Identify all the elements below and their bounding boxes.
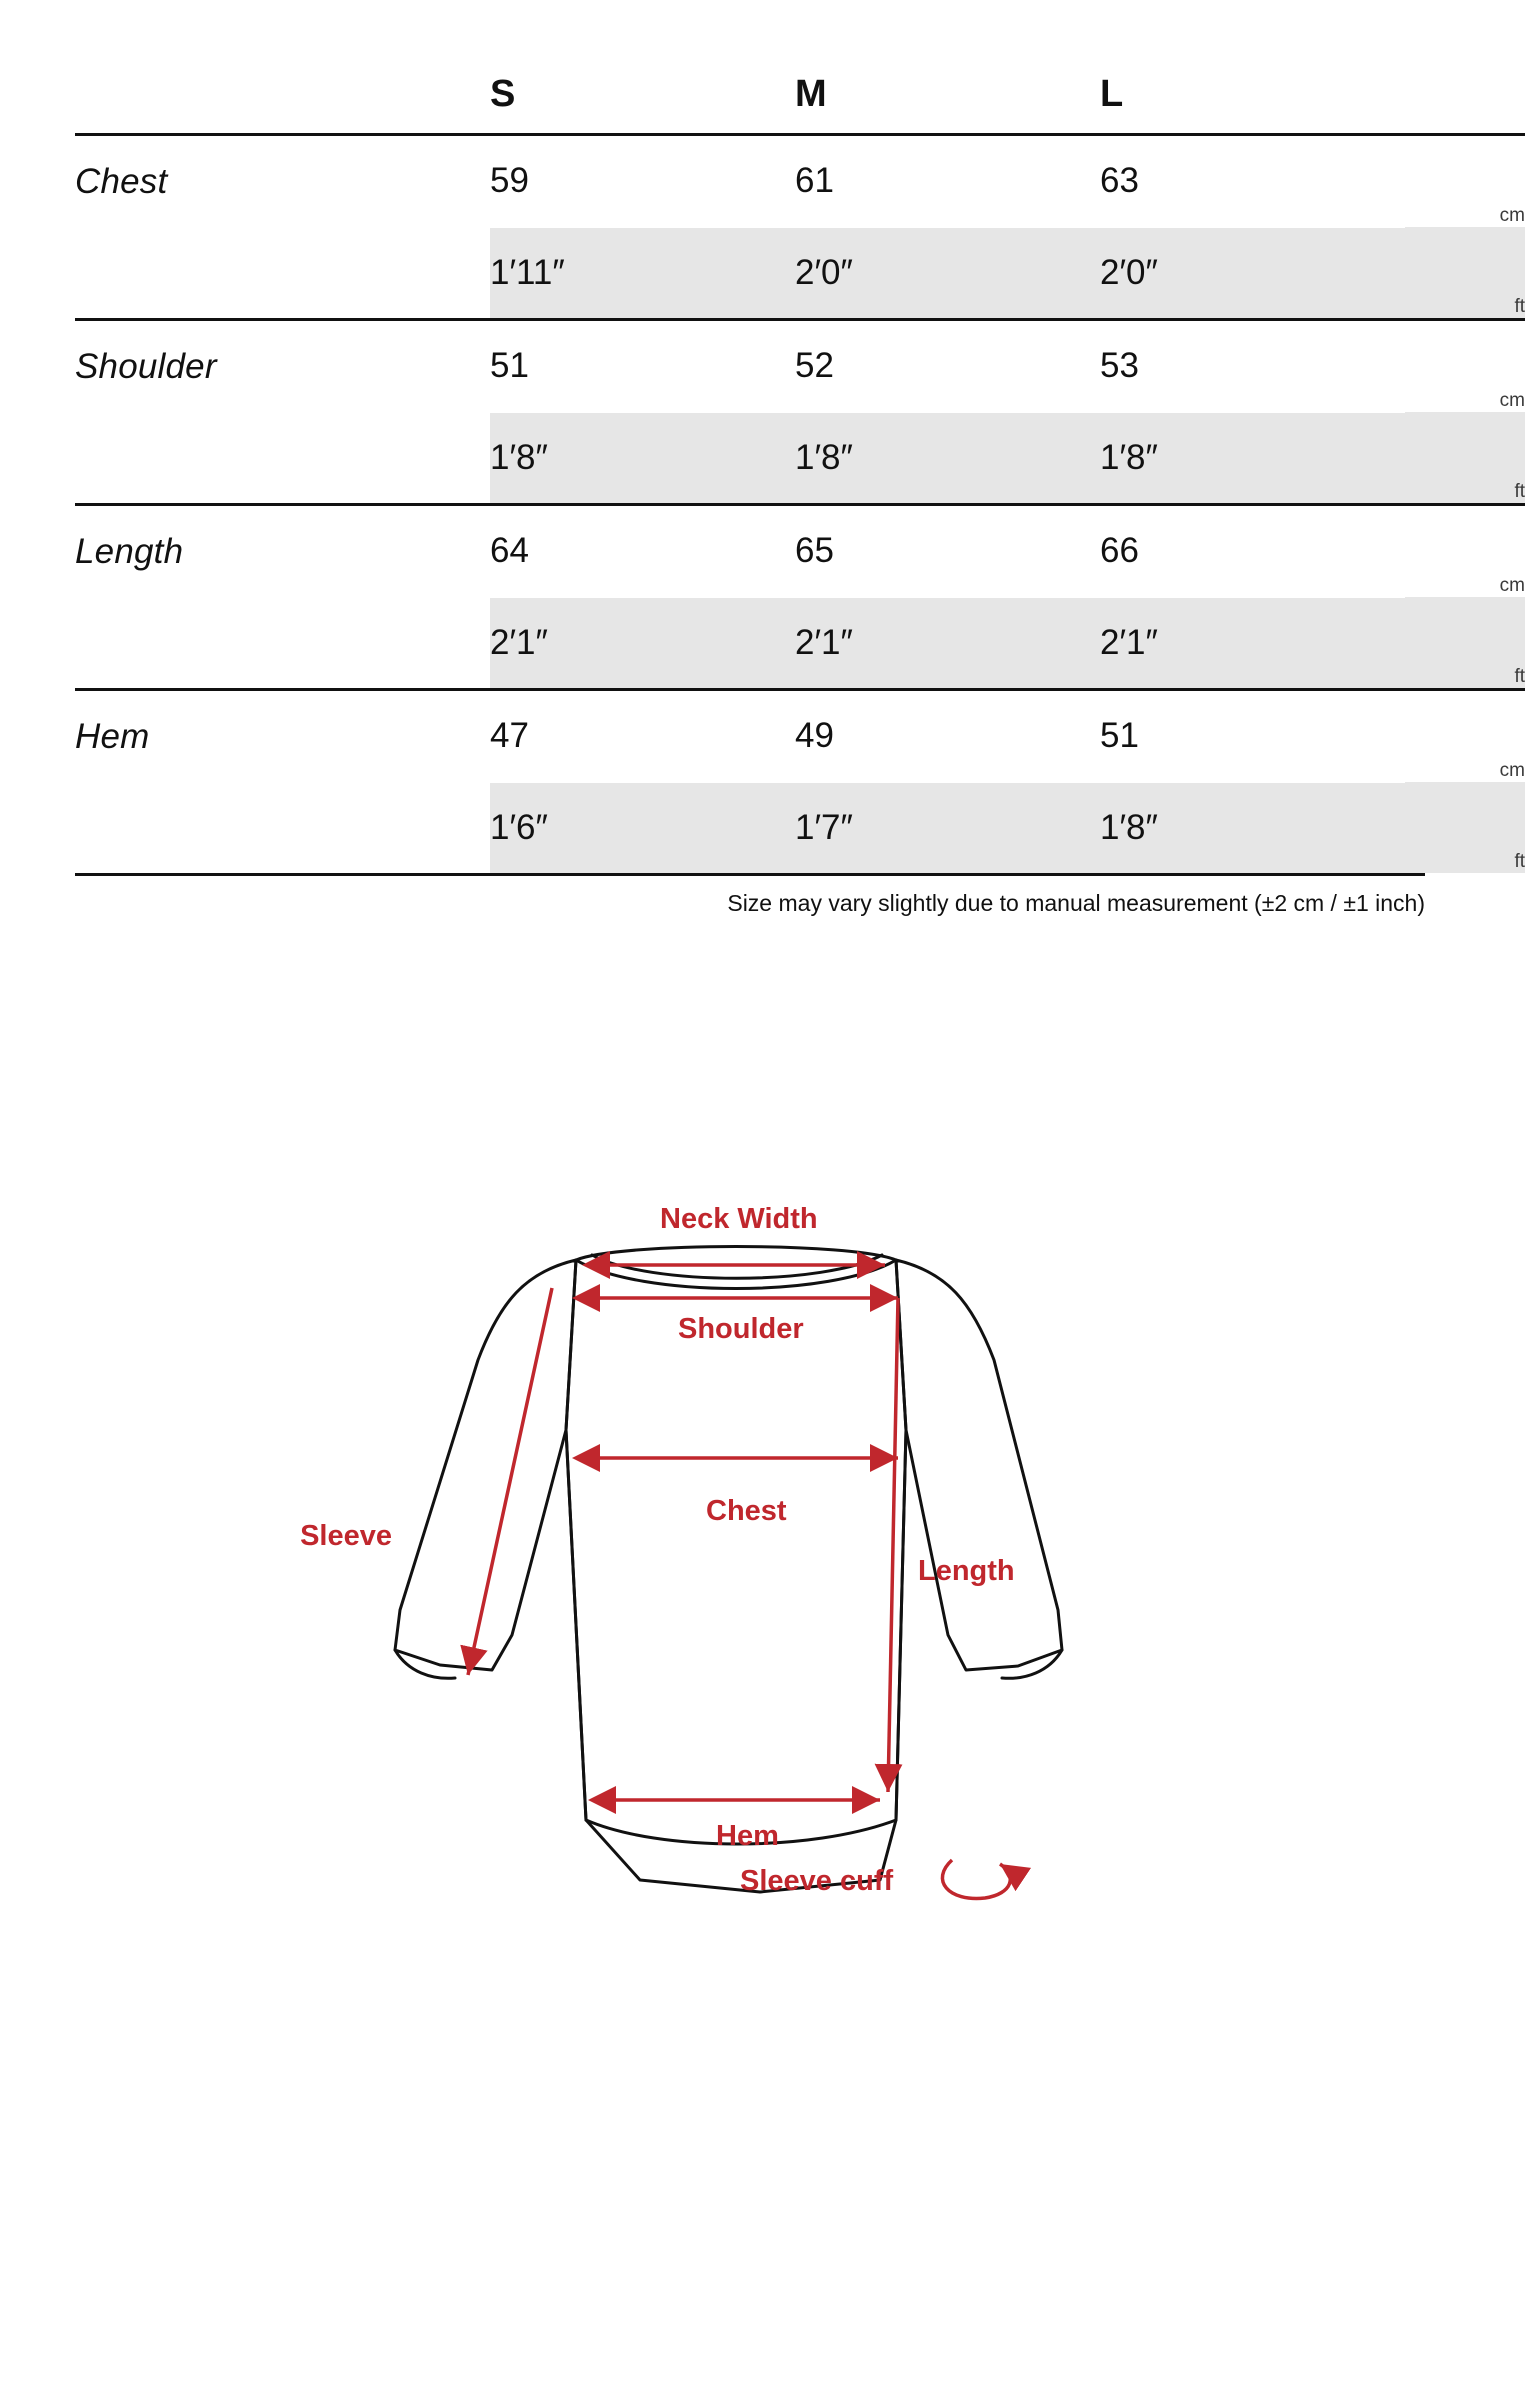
length-ft-s: 2′1″ [490,597,795,690]
length-ft-unit: ft [1405,597,1525,690]
label-shoulder: Shoulder [678,1313,804,1345]
table-header-row [75,55,1525,135]
hem-ft-l: 1′8″ [1100,782,1405,873]
hem-cm-l: 51 [1100,690,1405,783]
chest-ft-m: 2′0″ [795,227,1100,320]
shoulder-ft-l: 1′8″ [1100,412,1405,505]
shoulder-ft-unit: ft [1405,412,1525,505]
chest-cm-l: 63 [1100,135,1405,228]
row-label-chest-ft [75,227,490,320]
chest-ft-unit: ft [1405,227,1525,320]
chest-ft-s: 1′11″ [490,227,795,320]
row-label-chest: Chest [75,135,490,228]
length-cm-m: 65 [795,505,1100,598]
header-measurement [75,55,490,135]
shoulder-cm-l: 53 [1100,320,1405,413]
row-label-hem: Hem [75,690,490,783]
table-row [75,505,1525,598]
hem-cm-s: 47 [490,690,795,783]
hem-ft-unit: ft [1405,782,1525,873]
label-chest: Chest [706,1495,787,1527]
hem-ft-s: 1′6″ [490,782,795,873]
label-sleeve-cuff: Sleeve cuff [740,1865,894,1897]
sleeve-arrow [468,1288,552,1675]
chest-cm-s: 59 [490,135,795,228]
table-row [75,320,1525,413]
table-bottom-divider [75,873,1425,876]
length-cm-l: 66 [1100,505,1405,598]
table-row [75,227,1525,320]
hem-ft-m: 1′7″ [795,782,1100,873]
row-label-length-ft [75,597,490,690]
label-neck-width: Neck Width [660,1203,818,1235]
chest-ft-l: 2′0″ [1100,227,1405,320]
table-row [75,597,1525,690]
size-chart-table [75,55,1525,873]
chest-cm-m: 61 [795,135,1100,228]
row-label-hem-ft [75,782,490,873]
table-row [75,782,1525,873]
hem-cm-m: 49 [795,690,1100,783]
header-size-m: M [795,72,827,115]
sleeve-cuff-arrow [942,1860,1010,1898]
length-cm-s: 64 [490,505,795,598]
length-ft-l: 2′1″ [1100,597,1405,690]
table-row [75,135,1525,228]
length-cm-unit: cm [1405,505,1525,598]
header-unit [1405,55,1525,135]
row-label-shoulder: Shoulder [75,320,490,413]
label-sleeve: Sleeve [300,1520,392,1552]
shoulder-cm-unit: cm [1405,320,1525,413]
table-row [75,690,1525,783]
table-row [75,412,1525,505]
shoulder-ft-m: 1′8″ [795,412,1100,505]
length-arrow [888,1298,898,1792]
chest-cm-unit: cm [1405,135,1525,228]
label-hem: Hem [716,1820,779,1852]
row-label-length: Length [75,505,490,598]
shoulder-cm-m: 52 [795,320,1100,413]
measurement-note: Size may vary slightly due to manual measurement (±2 cm / ±1 inch) [727,890,1425,916]
size-chart [75,55,1525,876]
header-size-l: L [1100,72,1124,115]
hem-cm-unit: cm [1405,690,1525,783]
header-size-s: S [490,72,516,115]
length-ft-m: 2′1″ [795,597,1100,690]
shoulder-cm-s: 51 [490,320,795,413]
label-length: Length [918,1555,1015,1587]
shoulder-ft-s: 1′8″ [490,412,795,505]
garment-diagram [0,1180,1500,2240]
row-label-shoulder-ft [75,412,490,505]
